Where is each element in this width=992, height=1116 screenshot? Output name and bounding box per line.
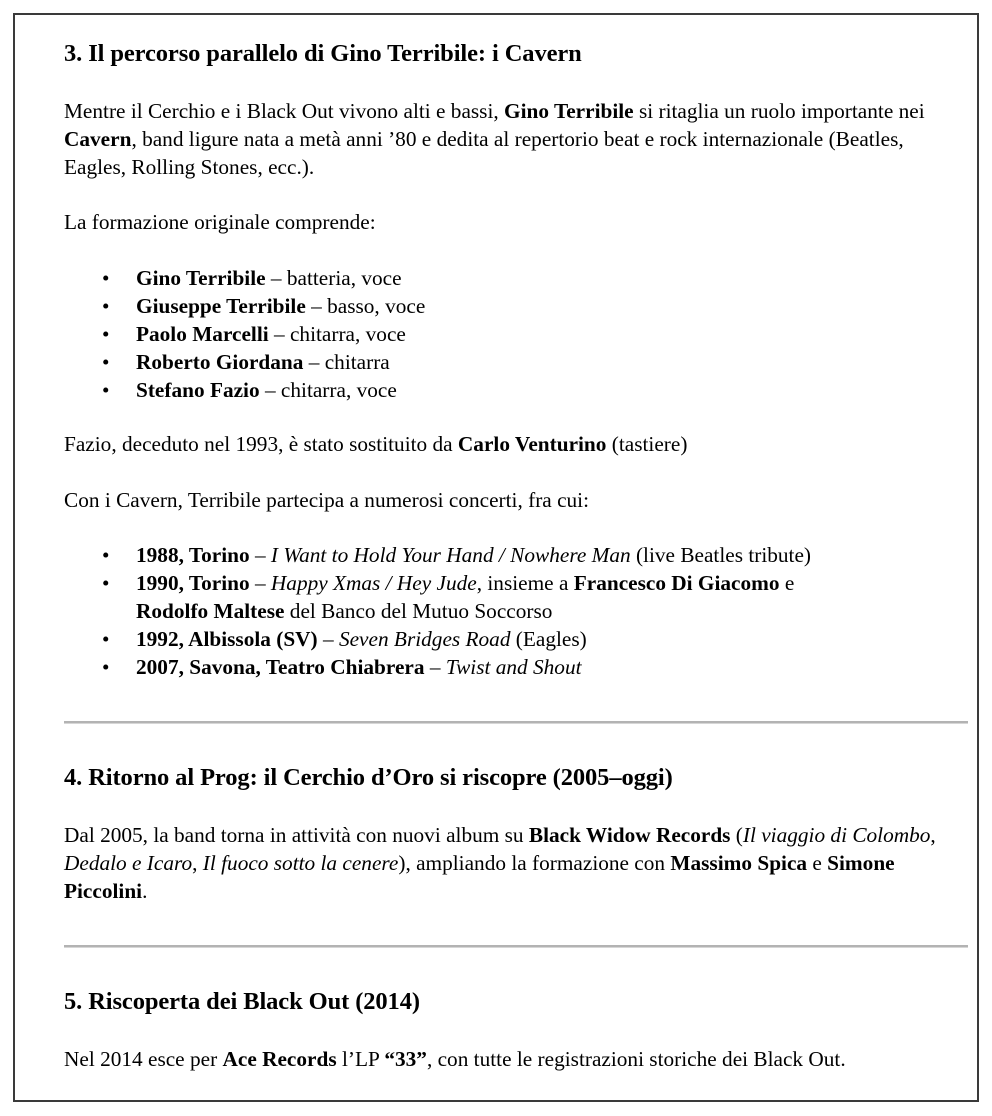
bullet-icon: •	[102, 571, 110, 595]
bullet-icon: •	[102, 322, 110, 346]
bullet-icon: •	[102, 543, 110, 567]
concerts-intro: Con i Cavern, Terribile partecipa a numerosi concerti, fra cui:	[64, 488, 590, 512]
document-frame	[13, 13, 979, 1102]
lineup-item: • Paolo Marcelli – chitarra, voce	[102, 322, 406, 346]
section-5-body: Nel 2014 esce per Ace Records l’LP “33”, con tutte le registrazioni storiche dei Black Out.	[64, 1047, 846, 1071]
bullet-icon: •	[102, 294, 110, 318]
replacement-note: Fazio, deceduto nel 1993, è stato sostituito da Carlo Venturino (tastiere)	[64, 432, 688, 456]
bullet-icon: •	[102, 627, 110, 651]
section-4-body: Dal 2005, la band torna in attività con nuovi album su Black Widow Records (Il viaggio di Colombo, Dedalo e Icaro, Il fuoco sotto la cenere), ampliando la formazione con Massimo Spica e Simone Piccolini.	[64, 823, 936, 903]
bullet-icon: •	[102, 266, 110, 290]
lineup-item: • Gino Terribile – batteria, voce	[102, 266, 402, 290]
lineup-intro: La formazione originale comprende:	[64, 210, 376, 234]
section-divider	[64, 721, 968, 724]
bullet-icon: •	[102, 378, 110, 402]
section-5-heading: 5. Riscoperta dei Black Out (2014)	[64, 988, 420, 1015]
section-divider	[64, 945, 968, 948]
concert-item: • 2007, Savona, Teatro Chiabrera – Twist and Shout	[102, 655, 582, 679]
concert-item: • 1992, Albissola (SV) – Seven Bridges Road (Eagles)	[102, 627, 587, 651]
lineup-item: • Roberto Giordana – chitarra	[102, 350, 390, 374]
concert-item: • 1990, Torino – Happy Xmas / Hey Jude, insieme a Francesco Di Giacomo e Rodolfo Maltese del Banco del Mutuo Soccorso	[102, 571, 795, 623]
bullet-icon: •	[102, 350, 110, 374]
concert-item: • 1988, Torino – I Want to Hold Your Hand / Nowhere Man (live Beatles tribute)	[102, 543, 812, 567]
section-3-intro: Mentre il Cerchio e i Black Out vivono alti e bassi, Gino Terribile si ritaglia un ruolo importante nei Cavern, band ligure nata a metà anni ’80 e dedita al repertorio beat e rock internazionale (Beatles, Eagles, Rolling Stones, ecc.).	[64, 99, 925, 179]
lineup-item: • Giuseppe Terribile – basso, voce	[102, 294, 426, 318]
section-3-heading: 3. Il percorso parallelo di Gino Terribile: i Cavern	[64, 40, 582, 67]
lineup-item: • Stefano Fazio – chitarra, voce	[102, 378, 397, 402]
concerts-list	[64, 541, 992, 681]
section-4-heading: 4. Ritorno al Prog: il Cerchio d’Oro si riscopre (2005–oggi)	[64, 764, 673, 791]
bullet-icon: •	[102, 655, 110, 679]
lineup-list	[64, 264, 425, 404]
